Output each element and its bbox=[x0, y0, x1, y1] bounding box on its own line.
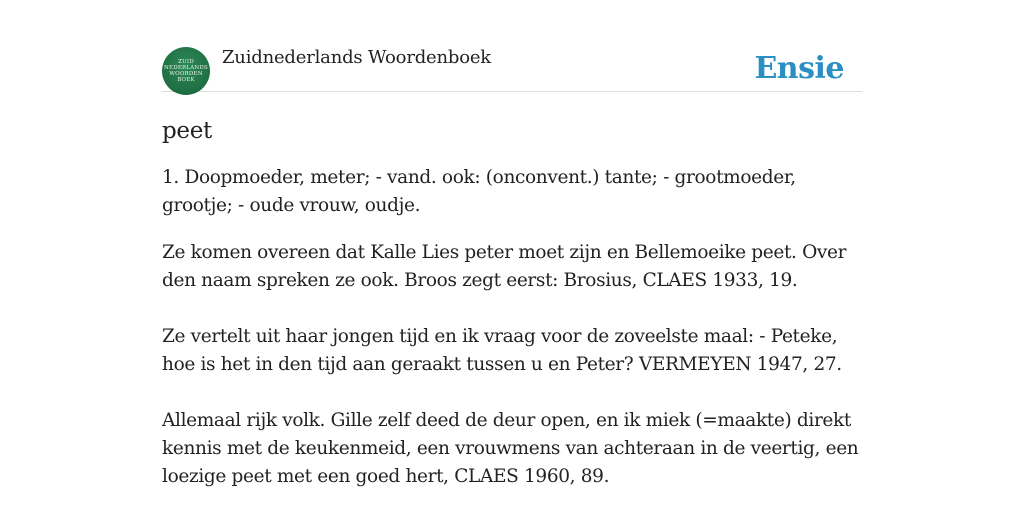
ensie-brand-link[interactable]: Ensie bbox=[754, 51, 844, 86]
logo-text-line: WOORDEN bbox=[169, 71, 203, 77]
example-quote: Ze vertelt uit haar jongen tijd en ik vraag voor de zoveelste maal: - Peteke, hoe is het in den tijd aan geraakt tussen u en Peter? VERMEYEN 1947, 27. bbox=[162, 326, 842, 375]
entry-examples bbox=[162, 239, 862, 491]
entry-definition: 1. Doopmoeder, meter; - vand. ook: (onconvent.) tante; - grootmoeder, grootje; - oude vrouw, oudje. bbox=[162, 167, 796, 216]
logo-text-line: NEDERLANDS bbox=[163, 65, 208, 71]
page-container bbox=[162, 44, 862, 512]
site-header bbox=[162, 44, 862, 92]
site-name-link[interactable]: Zuidnederlands Woordenboek bbox=[222, 47, 492, 68]
logo-text-line: ZUID bbox=[178, 59, 194, 65]
entry-headword: peet bbox=[162, 118, 212, 144]
logo-text-line: BOEK bbox=[177, 77, 195, 83]
example-quote: Allemaal rijk volk. Gille zelf deed de deur open, en ik miek (=maakte) direkt kennis met de keukenmeid, een vrouwmens van achteraan in de veertig, een loezige peet met een goed hert, CLAES 1960, 89. bbox=[162, 410, 859, 487]
example-quote: Ze komen overeen dat Kalle Lies peter moet zijn en Bellemoeike peet. Over den naam spreken ze ook. Broos zegt eerst: Brosius, CLAES 1933, 19. bbox=[162, 242, 847, 291]
site-logo[interactable] bbox=[162, 47, 210, 95]
